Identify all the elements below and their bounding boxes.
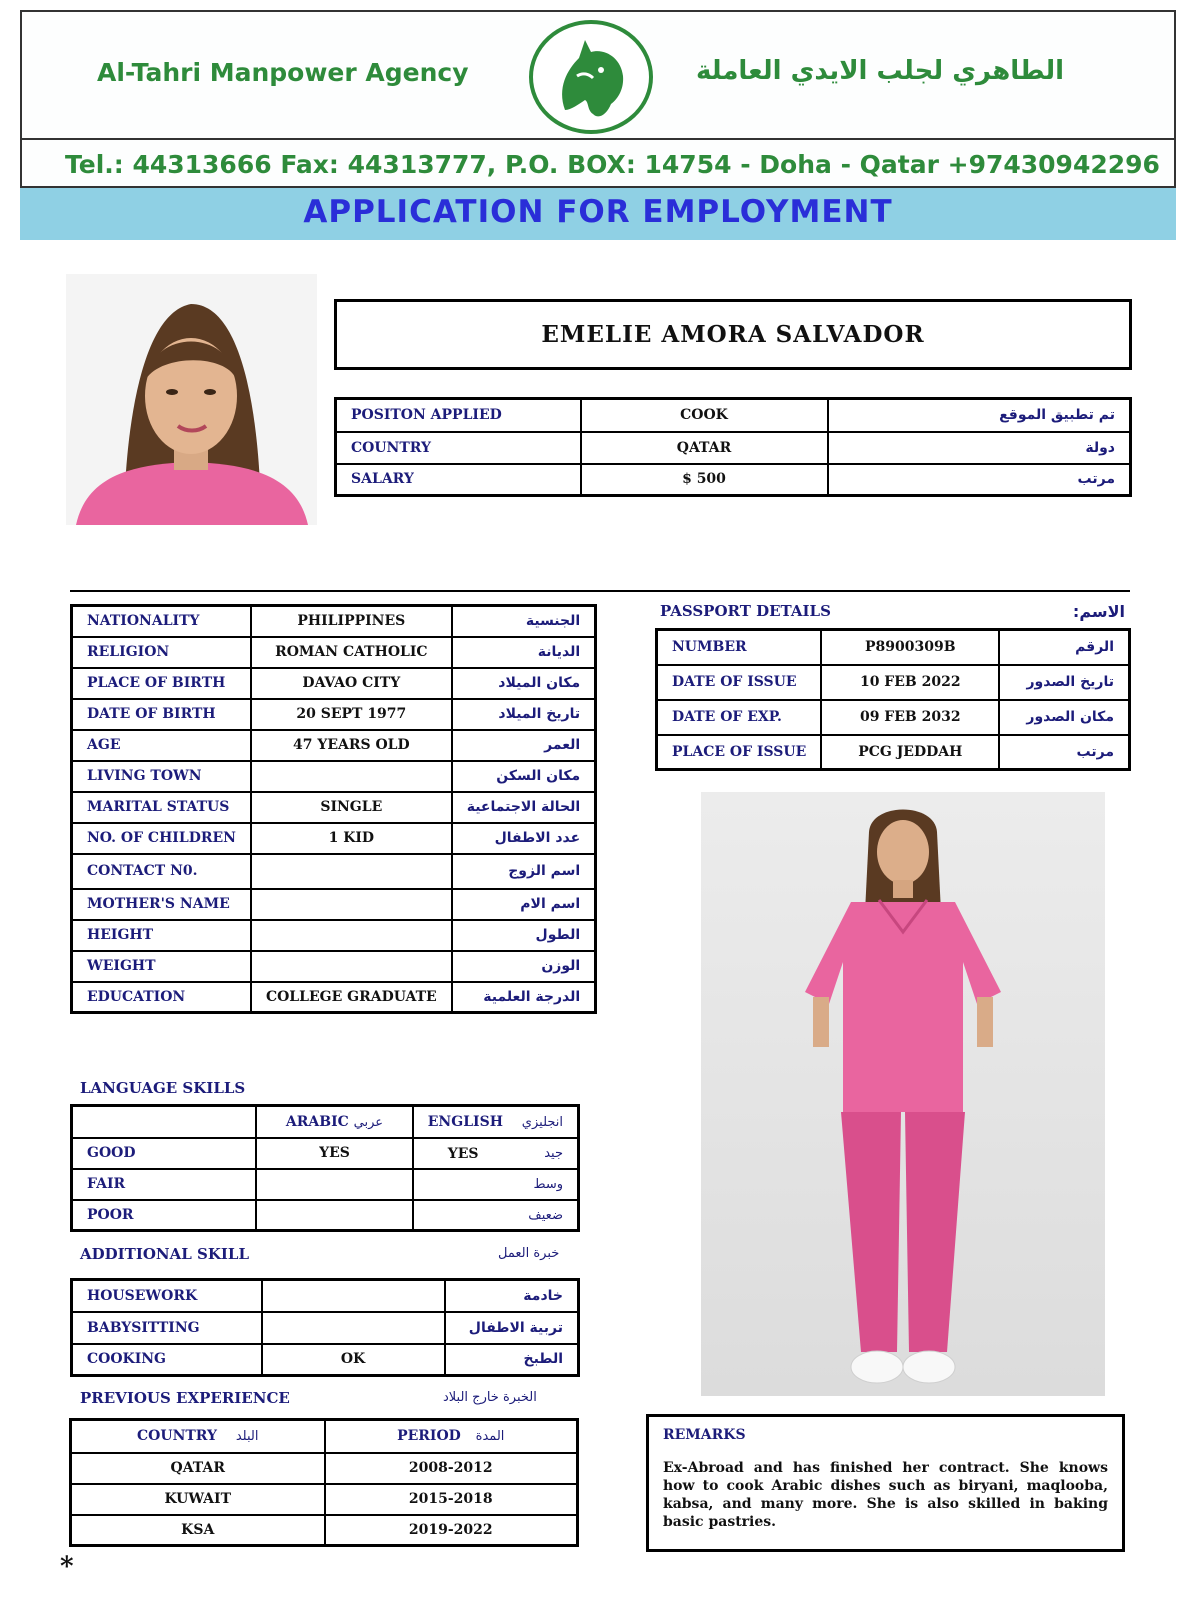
personal-label-ar: اسم الزوج <box>452 854 596 889</box>
personal-value <box>251 951 452 982</box>
english-cell <box>413 1169 579 1200</box>
language-level: POOR <box>72 1200 257 1231</box>
experience-country: KUWAIT <box>71 1484 325 1515</box>
job-label-ar: تم تطبيق الموقع <box>828 399 1131 432</box>
full-body-photo <box>701 792 1105 1396</box>
job-value: COOK <box>581 399 828 432</box>
skill-value <box>262 1280 445 1312</box>
job-label: POSITON APPLIED <box>336 399 581 432</box>
level-ar: ضعيف <box>528 1207 563 1223</box>
personal-value <box>251 854 452 889</box>
experience-period: 2015-2018 <box>325 1484 578 1515</box>
experience-country: QATAR <box>71 1453 325 1484</box>
experience-row <box>71 1515 578 1546</box>
personal-value: 20 SEPT 1977 <box>251 699 452 730</box>
personal-label: NATIONALITY <box>72 606 251 637</box>
personal-label: LIVING TOWN <box>72 761 251 792</box>
personal-row <box>72 761 596 792</box>
agency-header <box>20 10 1176 188</box>
arabic-value <box>256 1200 413 1231</box>
skill-label-ar: تربية الاطفال <box>445 1312 579 1344</box>
skill-label-ar: خادمة <box>445 1280 579 1312</box>
title-band <box>20 188 1176 240</box>
job-row <box>336 464 1131 496</box>
skill-value <box>262 1312 445 1344</box>
personal-value <box>251 761 452 792</box>
personal-label-ar: تاريخ الميلاد <box>452 699 596 730</box>
section-divider <box>70 590 1130 592</box>
language-row <box>72 1138 579 1169</box>
skill-row <box>72 1344 579 1376</box>
personal-row <box>72 606 596 637</box>
portrait-photo <box>66 274 317 525</box>
experience-country: KSA <box>71 1515 325 1546</box>
header-divider <box>22 138 1174 140</box>
personal-label: DATE OF BIRTH <box>72 699 251 730</box>
personal-value <box>251 889 452 920</box>
english-value: YES <box>447 1145 479 1162</box>
personal-row <box>72 889 596 920</box>
remarks-text: Ex-Abroad and has finished her contract. She knows how to cook Arabic dishes such as biryani, maqlooba, kabsa, and many more. She is also skilled in baking basic pastries. <box>663 1460 1108 1530</box>
level-ar: وسط <box>533 1176 563 1192</box>
agency-name-en: Al-Tahri Manpower Agency <box>97 58 469 87</box>
period-column-header <box>325 1420 578 1453</box>
personal-label-ar: الديانة <box>452 637 596 668</box>
personal-details-table <box>70 604 597 1014</box>
skill-value: OK <box>262 1344 445 1376</box>
language-header-row <box>72 1106 579 1138</box>
passport-value: P8900309B <box>821 630 999 665</box>
agency-contact: Tel.: 44313666 Fax: 44313777, P.O. BOX: 14754 - Doha - Qatar +97430942296 <box>65 150 1160 179</box>
skill-row <box>72 1280 579 1312</box>
personal-row <box>72 920 596 951</box>
passport-value: PCG JEDDAH <box>821 735 999 770</box>
personal-label-ar: الطول <box>452 920 596 951</box>
horse-head-logo-icon <box>527 18 655 136</box>
arabic-label: ARABIC <box>285 1113 349 1130</box>
job-row <box>336 432 1131 464</box>
personal-label-ar: مكان السكن <box>452 761 596 792</box>
personal-label: RELIGION <box>72 637 251 668</box>
passport-label: NUMBER <box>657 630 822 665</box>
passport-section-title-ar: الاسم: <box>1072 602 1125 621</box>
personal-label: WEIGHT <box>72 951 251 982</box>
country-header-ar: البلد <box>235 1429 259 1445</box>
additional-skill-table <box>70 1278 580 1377</box>
skill-label: HOUSEWORK <box>72 1280 262 1312</box>
passport-row <box>657 630 1130 665</box>
level-ar: جيد <box>544 1145 563 1161</box>
passport-table <box>655 628 1131 771</box>
personal-value: 1 KID <box>251 823 452 854</box>
country-column-header <box>71 1420 325 1453</box>
arabic-label-ar: عربي <box>353 1114 384 1130</box>
experience-period: 2019-2022 <box>325 1515 578 1546</box>
personal-label: EDUCATION <box>72 982 251 1013</box>
skill-label-ar: الطبخ <box>445 1344 579 1376</box>
passport-row <box>657 665 1130 700</box>
applicant-name: EMELIE AMORA SALVADOR <box>334 299 1132 370</box>
personal-value: DAVAO CITY <box>251 668 452 699</box>
footer-asterisk: * <box>60 1552 74 1582</box>
english-cell <box>413 1200 579 1231</box>
period-header-ar: المدة <box>475 1429 505 1445</box>
skill-label: BABYSITTING <box>72 1312 262 1344</box>
personal-row <box>72 982 596 1013</box>
passport-row <box>657 700 1130 735</box>
personal-row <box>72 668 596 699</box>
experience-table <box>69 1418 579 1547</box>
language-row <box>72 1200 579 1231</box>
agency-name-ar: الطاهري لجلب الايدي العاملة <box>695 56 1064 86</box>
period-header: PERIOD <box>397 1428 461 1445</box>
arabic-column-header <box>256 1106 413 1138</box>
arabic-value: YES <box>256 1138 413 1169</box>
personal-value: 47 YEARS OLD <box>251 730 452 761</box>
english-label-ar: انجليزي <box>521 1114 563 1130</box>
english-label: ENGLISH <box>427 1113 503 1130</box>
personal-row <box>72 951 596 982</box>
job-label: SALARY <box>336 464 581 496</box>
arabic-value <box>256 1169 413 1200</box>
job-label-ar: مرتب <box>828 464 1131 496</box>
passport-label: DATE OF EXP. <box>657 700 822 735</box>
experience-header-row <box>71 1420 578 1453</box>
passport-value: 09 FEB 2032 <box>821 700 999 735</box>
personal-label-ar: الجنسية <box>452 606 596 637</box>
passport-label: DATE OF ISSUE <box>657 665 822 700</box>
skill-row <box>72 1312 579 1344</box>
remarks-title: REMARKS <box>663 1427 746 1443</box>
personal-row <box>72 792 596 823</box>
experience-row <box>71 1484 578 1515</box>
personal-label: AGE <box>72 730 251 761</box>
job-row <box>336 399 1131 432</box>
remarks-box <box>646 1414 1125 1552</box>
personal-value <box>251 920 452 951</box>
personal-label-ar: اسم الام <box>452 889 596 920</box>
english-column-header <box>413 1106 579 1138</box>
personal-label: HEIGHT <box>72 920 251 951</box>
passport-label-ar: مكان الصدور <box>999 700 1129 735</box>
personal-row <box>72 823 596 854</box>
page-title: APPLICATION FOR EMPLOYMENT <box>303 194 893 230</box>
passport-label-ar: الرقم <box>999 630 1129 665</box>
passport-label-ar: مرتب <box>999 735 1129 770</box>
personal-label: NO. OF CHILDREN <box>72 823 251 854</box>
personal-value: COLLEGE GRADUATE <box>251 982 452 1013</box>
job-label-ar: دولة <box>828 432 1131 464</box>
language-section-title: LANGUAGE SKILLS <box>80 1079 246 1097</box>
personal-label: CONTACT N0. <box>72 854 251 889</box>
experience-row <box>71 1453 578 1484</box>
personal-label-ar: الوزن <box>452 951 596 982</box>
passport-section-title: PASSPORT DETAILS <box>660 602 831 620</box>
personal-row <box>72 699 596 730</box>
additional-skill-title-ar: خبرة العمل <box>498 1246 560 1261</box>
personal-label-ar: عدد الاطفال <box>452 823 596 854</box>
personal-label-ar: الحالة الاجتماعية <box>452 792 596 823</box>
language-row <box>72 1169 579 1200</box>
personal-value: SINGLE <box>251 792 452 823</box>
passport-label-ar: تاريخ الصدور <box>999 665 1129 700</box>
skill-label: COOKING <box>72 1344 262 1376</box>
personal-label: MARITAL STATUS <box>72 792 251 823</box>
personal-label: MOTHER'S NAME <box>72 889 251 920</box>
personal-label-ar: الدرجة العلمية <box>452 982 596 1013</box>
experience-period: 2008-2012 <box>325 1453 578 1484</box>
personal-label: PLACE OF BIRTH <box>72 668 251 699</box>
personal-label-ar: العمر <box>452 730 596 761</box>
passport-value: 10 FEB 2022 <box>821 665 999 700</box>
additional-skill-title: ADDITIONAL SKILL <box>80 1245 250 1263</box>
personal-row <box>72 854 596 889</box>
personal-label-ar: مكان الميلاد <box>452 668 596 699</box>
job-value: $ 500 <box>581 464 828 496</box>
experience-section-title: PREVIOUS EXPERIENCE <box>80 1389 290 1407</box>
language-level: FAIR <box>72 1169 257 1200</box>
passport-label: PLACE OF ISSUE <box>657 735 822 770</box>
language-level: GOOD <box>72 1138 257 1169</box>
personal-row <box>72 637 596 668</box>
language-table <box>70 1104 580 1232</box>
job-table <box>334 397 1132 497</box>
country-header: COUNTRY <box>137 1428 217 1445</box>
language-empty-cell <box>72 1106 257 1138</box>
personal-value: ROMAN CATHOLIC <box>251 637 452 668</box>
job-label: COUNTRY <box>336 432 581 464</box>
experience-section-title-ar: الخبرة خارج البلاد <box>443 1390 537 1405</box>
job-value: QATAR <box>581 432 828 464</box>
personal-row <box>72 730 596 761</box>
passport-row <box>657 735 1130 770</box>
english-cell <box>413 1138 579 1169</box>
personal-value: PHILIPPINES <box>251 606 452 637</box>
